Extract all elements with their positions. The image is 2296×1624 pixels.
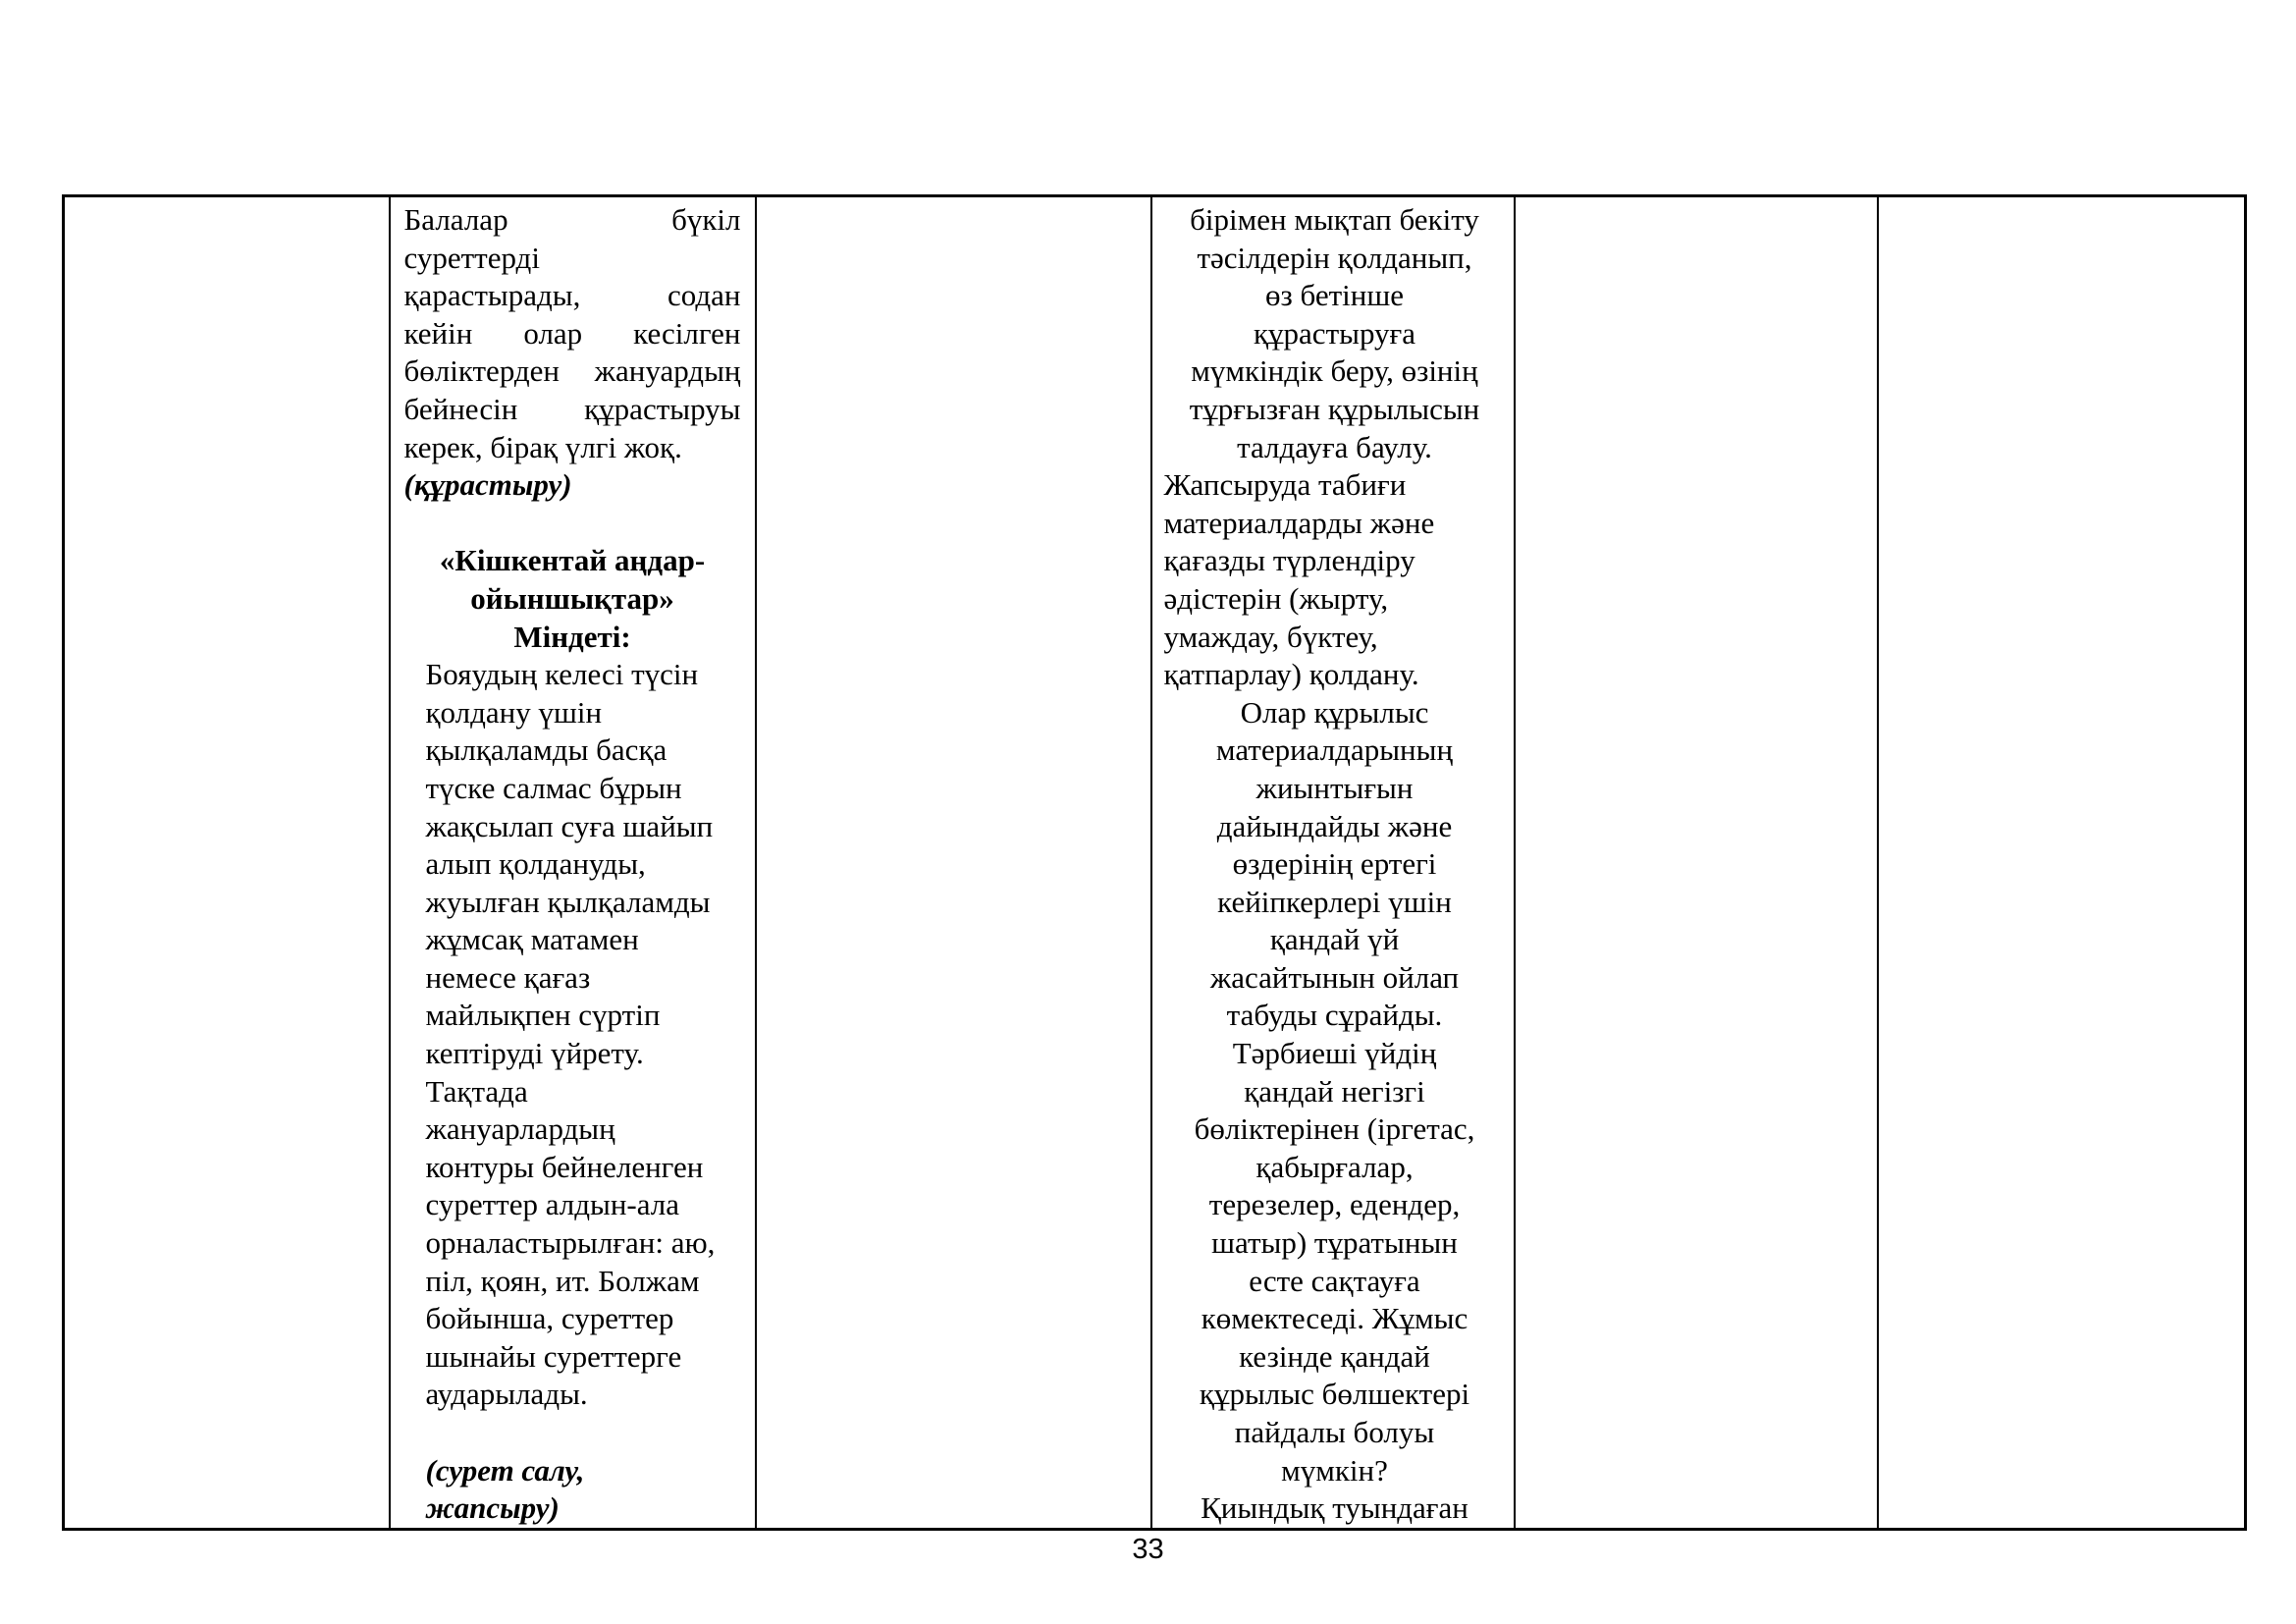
game-title-line2: ойыншықтар»	[470, 580, 674, 616]
text-line: Жапсыруда табиғи	[1163, 467, 1407, 503]
text-line: қабырғалар,	[1255, 1149, 1414, 1184]
text-line: материалдарының	[1215, 732, 1454, 768]
text-line: жақсылап суға шайып	[425, 808, 714, 843]
text-line: суреттерді	[403, 240, 540, 275]
text-line: қылқаламды басқа	[425, 732, 667, 768]
text-line: кептіруді үйрету.	[425, 1036, 644, 1071]
text-line: есте сақтауға	[1249, 1263, 1420, 1298]
text-line: орналастырылған: аю,	[425, 1225, 716, 1261]
task-label: Міндеті:	[513, 619, 631, 654]
text-line: суреттер алдын-ала	[425, 1187, 679, 1222]
table-cell-goals	[1151, 196, 1515, 1530]
text-line: дайындайды және	[1216, 808, 1453, 843]
text-line: қандай үй	[1269, 922, 1400, 957]
activity-tag-final-1: (сурет салу,	[425, 1452, 585, 1488]
page-number: 33	[1132, 1534, 1164, 1565]
text-line: Тәрбиеші үйдің	[1232, 1036, 1437, 1071]
text-line: шатыр) тұратынын	[1211, 1225, 1458, 1261]
text-line: бөліктерінен (іргетас,	[1194, 1111, 1475, 1147]
text-line: майлықпен сүртіп	[425, 998, 661, 1033]
text-line: бөліктерден жануардың	[403, 353, 741, 389]
text-line: кейіпкерлері үшін	[1217, 884, 1452, 919]
text-line: өз бетінше	[1265, 278, 1404, 313]
text-line: көмектеседі. Жұмыс	[1201, 1301, 1468, 1336]
text-line: пайдалы болуы	[1234, 1415, 1435, 1449]
text-line: қағазды түрлендіру	[1163, 543, 1415, 578]
text-line: жұмсақ матамен	[425, 922, 639, 957]
spacer	[426, 1414, 741, 1452]
table-cell-empty-5	[1515, 196, 1878, 1530]
text-line: өздерінің ертегі	[1232, 846, 1437, 882]
text-line: қолдану үшін	[425, 694, 603, 730]
text-line: табуды сұрайды.	[1226, 998, 1443, 1033]
text-line: қатпарлау) қолдану.	[1163, 657, 1419, 692]
text-line: мүмкін?	[1281, 1452, 1388, 1488]
table-cell-activities	[390, 196, 756, 1530]
text-line: тұрғызған құрылысын	[1189, 391, 1480, 426]
text-line: мүмкіндік беру, өзінің	[1191, 353, 1478, 389]
goals-content	[1152, 197, 1514, 1528]
table-cell-empty-1	[64, 196, 390, 1530]
text-line: құрылыс бөлшектері	[1199, 1377, 1470, 1412]
text-line: немесе қағаз	[425, 959, 591, 995]
text-line: қарастырады, содан	[403, 278, 741, 313]
table-cell-empty-6	[1878, 196, 2246, 1530]
text-line: кейін олар кесілген	[403, 315, 741, 351]
text-line: Тақтада	[425, 1073, 528, 1109]
text-line: Олар құрылыс	[1240, 694, 1429, 730]
text-line: Балалар бүкіл	[403, 202, 741, 237]
text-line: жиынтығын	[1255, 770, 1414, 805]
text-line: терезелер, едендер,	[1208, 1187, 1461, 1222]
text-line: тәсілдерін қолданып,	[1197, 240, 1472, 275]
table-row	[64, 196, 2246, 1530]
text-line: піл, қоян, ит. Болжам	[425, 1263, 700, 1298]
table-cell-empty-3	[756, 196, 1151, 1530]
text-line: түске салмас бұрын	[425, 770, 682, 805]
plan-table	[62, 194, 2247, 1531]
text-line: бейнесін құрастыруы	[403, 391, 741, 426]
text-line: Қиындық туындаған	[1201, 1490, 1468, 1526]
text-line: шынайы суреттерге	[425, 1338, 682, 1374]
activity-tag-final-2: жапсыру)	[425, 1490, 560, 1526]
activity-tag: (құрастыру)	[403, 467, 572, 503]
text-line: умаждау, бүктеу,	[1163, 619, 1378, 654]
text-line: қандай негізгі	[1244, 1073, 1425, 1109]
text-line: Бояудың келесі түсін	[425, 657, 699, 692]
text-line: керек, бірақ үлгі жоқ.	[403, 429, 682, 464]
activities-content	[391, 197, 755, 1528]
text-line: талдауға баулу.	[1237, 429, 1432, 464]
task-text	[404, 656, 741, 1528]
text-line: әдістерін (жырту,	[1163, 580, 1389, 616]
text-line: материалдарды және	[1163, 505, 1435, 540]
text-line: контуры бейнеленген	[425, 1149, 704, 1184]
text-line: алып қолдануды,	[425, 846, 646, 882]
text-line: бірімен мықтап бекіту	[1190, 202, 1479, 237]
text-line: аударылады.	[425, 1377, 588, 1412]
para1	[404, 201, 741, 505]
text-line: кезінде қандай	[1239, 1338, 1430, 1374]
text-line: бойынша, суреттер	[425, 1301, 674, 1336]
text-line: жануарлардың	[425, 1111, 615, 1147]
text-line: құрастыруға	[1253, 315, 1416, 351]
game-title-line1: «Кішкентай аңдар-	[439, 543, 706, 578]
spacer	[404, 505, 741, 543]
text-line: жасайтынын ойлап	[1209, 959, 1460, 995]
text-line: жуылған қылқаламды	[425, 884, 711, 919]
